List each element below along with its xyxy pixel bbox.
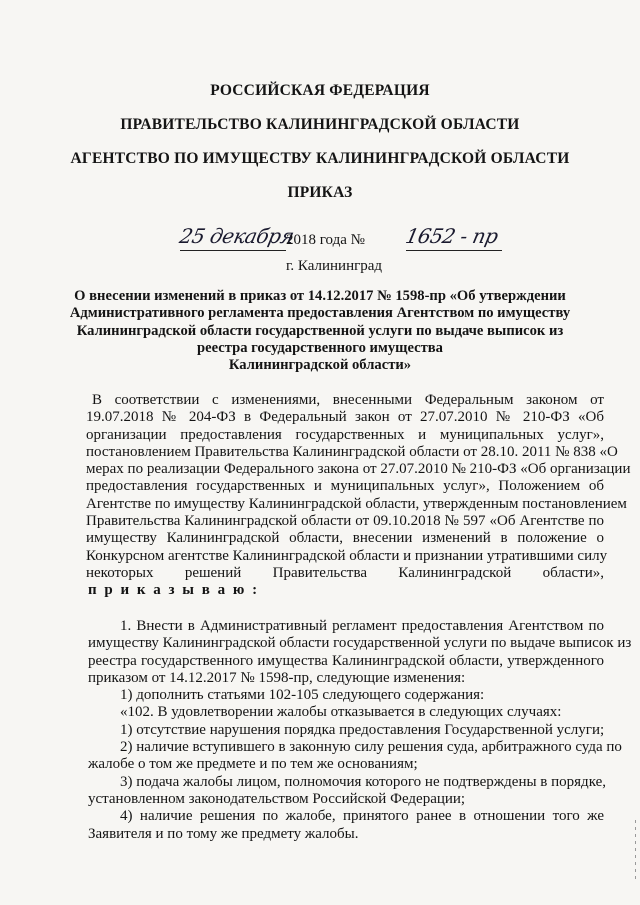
item-line: 1) дополнить статьями 102-105 следующего содержания:	[120, 687, 485, 704]
date-underline	[180, 250, 286, 251]
preamble-line: постановлением Правительства Калининградской области от 28.10. 2011 № 838 «О	[86, 443, 618, 460]
item-line: 4) наличие решения по жалобе, принятого ранее в отношении того же	[120, 808, 604, 825]
header-doc-type: ПРИКАЗ	[287, 184, 353, 201]
preamble-line: некоторых решений Правительства Калининградской области»,	[86, 564, 604, 581]
item-line: 1) отсутствие нарушения порядка предоставления Государственной услуги;	[120, 721, 605, 738]
header-agency: АГЕНТСТВО ПО ИМУЩЕСТВУ КАЛИНИНГРАДСКОЙ ОБЛАСТИ	[70, 150, 570, 167]
title-line: Калининградской области»	[228, 357, 412, 374]
item-line: имуществу Калининградской области государственной услуги по выдаче выписок из	[88, 635, 632, 652]
number-underline	[406, 250, 502, 251]
preamble-line: организации предоставления государственных и муниципальных услуг»,	[86, 426, 604, 443]
preamble-line: 19.07.2018 № 204-ФЗ в Федеральный закон от 27.07.2010 № 210-ФЗ «Об	[86, 409, 604, 426]
handwritten-date: 25 декабря	[177, 224, 296, 248]
title-line: Административного регламента предоставления Агентством по имуществу	[69, 305, 571, 322]
preamble-line: В соответствии с изменениями, внесенными Федеральным законом от	[92, 392, 604, 408]
header-country: РОССИЙСКАЯ ФЕДЕРАЦИЯ	[210, 82, 430, 99]
item-line: жалобе о том же предмете и по тем же основаниям;	[88, 756, 418, 773]
prikazyvayu-word: п р и к а з ы в а ю :	[88, 582, 260, 599]
order-year-label: 2018 года №	[286, 232, 365, 248]
preamble-paragraph	[86, 392, 631, 600]
item-line: приказом от 14.12.2017 № 1598-пр, следующие изменения:	[88, 669, 466, 686]
item-line: 1. Внести в Административный регламент предоставления Агентством по	[120, 618, 604, 634]
items-block	[88, 618, 632, 843]
item-line: Заявителя и по тому же предмету жалобы.	[88, 825, 359, 842]
preamble-line: имуществу Калининградской области, внесении изменений в положение о	[86, 530, 604, 547]
item-line: «102. В удовлетворении жалобы отказывается в следующих случаях:	[120, 704, 562, 721]
item-line: реестра государственного имущества Калининградской области, утвержденного	[88, 652, 604, 669]
preamble-line: Правительства Калининградской области от 09.10.2018 № 597 «Об Агентстве по	[86, 513, 604, 530]
title-line: О внесении изменений в приказ от 14.12.2017 № 1598-пр «Об утверждении	[74, 288, 566, 304]
handwritten-number: 1652 - пр	[403, 224, 501, 248]
order-city	[0, 258, 640, 275]
city-label: г. Калининград	[285, 258, 383, 274]
order-title	[60, 288, 580, 374]
order-date-line	[177, 224, 510, 258]
item-line: 3) подача жалобы лицом, полномочия которого не подтверждены в порядке,	[120, 773, 607, 790]
title-line: реестра государственного имущества	[197, 339, 443, 356]
title-line: Калининградской области государственной услуги по выдаче выписок из	[76, 322, 564, 339]
preamble-line: мерах по реализации Федерального закона от 27.07.2010 № 210-ФЗ «Об организации	[86, 461, 631, 478]
header-government: ПРАВИТЕЛЬСТВО КАЛИНИНГРАДСКОЙ ОБЛАСТИ	[120, 116, 520, 133]
item-line: 2) наличие вступившего в законную силу решения суда, арбитражного суда по	[120, 739, 622, 756]
scan-margin-marks	[635, 820, 636, 880]
preamble-line: предоставления государственных и муниципальных услуг», Положением об	[86, 478, 604, 495]
preamble-line: Конкурсном агентстве Калининградской области и признании утратившими силу	[86, 547, 608, 564]
item-line: установленном законодательством Российской Федерации;	[88, 790, 466, 807]
preamble-line: Агентстве по имуществу Калининградской области, утвержденным постановлением	[86, 495, 627, 512]
